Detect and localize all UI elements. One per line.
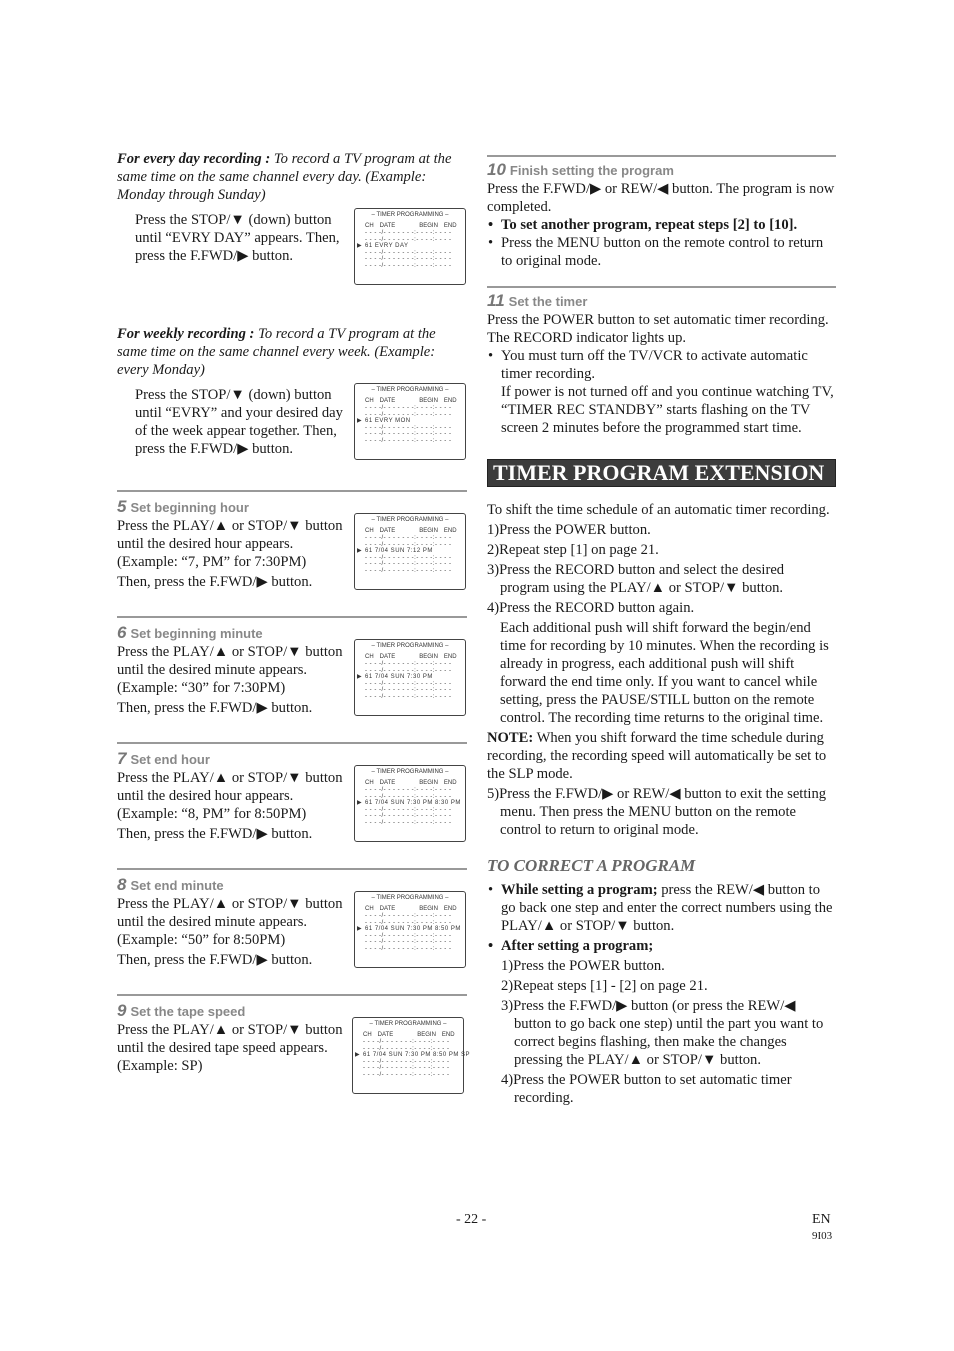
cursor-arrow-icon: ▶ [357,243,363,249]
doc-code: 9I03 [812,1230,833,1242]
note: NOTE: When you shift forward the time schedule during recording, the recording speed will automatically be set to the SLP mode. [487,730,827,782]
cursor-arrow-icon: ▶ [357,674,363,680]
step-11: 11 Set the timer Press the POWER button to set automatic timer recording. The RECORD indicator lights up. • You must turn off the TV/VCR to activate automatic timer recording. If power is not turned off and you continue watching TV, “TIMER REC STANDBY” starts flashing on the TV screen 2 minutes before the programmed start time. [487,292,836,437]
step-5: 5 Set beginning hour Press the PLAY/▲ or STOP/▼ button until the desired hour appears. (Example: “7, PM” for 7:30PM) Then, press the F.FWD/▶ button. – TIMER PROGRAMMING – CH DATE BEGIN END - - - -/- - - - - - -:- - - -:- - - - - - - -/- - - - - - -:- - - -:- - - - ▶ 61 7/04 SUN 7:12 PM - - - -/- - - - - - -:- - - -:- - - - - - - -/- - - - - - -:- - - -:- - - - - - - -/- - - - - - -:- - - -:- - - - [117,498,467,608]
cursor-arrow-icon: ▶ [357,418,363,424]
weekly-block [117,386,467,490]
screen-step-8: – TIMER PROGRAMMING – CH DATE BEGIN END - - - -/- - - - - - -:- - - -:- - - - - - - -/- - - - - - -:- - - -:- - - - ▶ 61 7/04 SUN 7:30 PM 8:50 PM - - - -/- - - - - - -:- - - -:- - - - - - - -/- - - - - - -:- - - -:- - - - - - - -/- - - - - - -:- - - -:- - - - [354,891,466,968]
screen-step-6: – TIMER PROGRAMMING – CH DATE BEGIN END - - - -/- - - - - - -:- - - -:- - - - - - - -/- - - - - - -:- - - -:- - - - ▶ 61 7/04 SUN 7:30 PM - - - -/- - - - - - -:- - - -:- - - - - - - -/- - - - - - -:- - - -:- - - - - - - -/- - - - - - -:- - - -:- - - - [354,639,466,716]
correct-program-heading: TO CORRECT A PROGRAM [487,856,696,875]
divider [487,286,836,288]
cursor-arrow-icon: ▶ [357,926,363,932]
divider [117,490,467,492]
after-setting-list: 1)Press the POWER button. 2)Repeat steps [1] - [2] on page 21. 3)Press the F.FWD/▶ button (or press the REW/◀ button to go back one step) until the part you want to correct begins flashing, then make the changes pressing the PLAY/▲ or STOP/▼ button. 4)Press the POWER button to set automatic timer recording. [501,958,824,1106]
divider [117,994,467,996]
cursor-arrow-icon: ▶ [355,1052,361,1058]
everyday-text: Press the STOP/▼ (down) button until “EVRY DAY” appears. Then, press the F.FWD/▶ button. [135,212,340,264]
cursor-arrow-icon: ▶ [357,800,363,806]
screen-step-5: – TIMER PROGRAMMING – CH DATE BEGIN END - - - -/- - - - - - -:- - - -:- - - - - - - -/- - - - - - -:- - - -:- - - - ▶ 61 7/04 SUN 7:12 PM - - - -/- - - - - - -:- - - -:- - - - - - - -/- - - - - - -:- - - -:- - - - - - - -/- - - - - - -:- - - -:- - - - [354,513,466,590]
cursor-arrow-icon: ▶ [357,548,363,554]
divider [117,616,467,618]
weekly-intro: For weekly recording : To record a TV program at the same time on the same channel every week. (Example: every Monday) [117,326,436,378]
everyday-block [117,211,467,303]
step-8: 8 Set end minute Press the PLAY/▲ or STOP/▼ button until the desired minute appears. (Example: “50” for 8:50PM) Then, press the F.FWD/▶ button. – TIMER PROGRAMMING – CH DATE BEGIN END - - - -/- - - - - - -:- - - -:- - - - - - - -/- - - - - - -:- - - -:- - - - ▶ 61 7/04 SUN 7:30 PM 8:50 PM - - - -/- - - - - - -:- - - -:- - - - - - - -/- - - - - - -:- - - -:- - - - - - - -/- - - - - - -:- - - -:- - - - [117,876,467,986]
screen-step-7: – TIMER PROGRAMMING – CH DATE BEGIN END - - - -/- - - - - - -:- - - -:- - - - - - - -/- - - - - - -:- - - -:- - - - ▶ 61 7/04 SUN 7:30 PM 8:30 PM - - - -/- - - - - - -:- - - -:- - - - - - - -/- - - - - - -:- - - -:- - - - - - - -/- - - - - - -:- - - -:- - - - [354,765,466,842]
divider [487,155,836,157]
language-label: EN [812,1212,831,1227]
screen-everyday: – TIMER PROGRAMMING – CH DATE BEGIN END - - - -/- - - - - - -:- - - -:- - - - - - - -/- - - - - - -:- - - -:- - - - ▶ 61 EVRY DAY - - - -/- - - - - - -:- - - -:- - - - - - - -/- - - - - - -:- - - -:- - - - - - - -/- - - - - - -:- - - -:- - - - [354,208,466,285]
section-banner: TIMER PROGRAM EXTENSION [487,459,836,487]
step-10: 10 Finish setting the program Press the F.FWD/▶ or REW/◀ button. The program is now completed. • To set another program, repeat steps [2] to [10]. • Press the MENU button on the remote control to return to original mode. [487,161,836,270]
everyday-intro: For every day recording : To record a TV program at the same time on the same channel every day. (Example: Monday through Sunday) [117,151,452,203]
step-6: 6 Set beginning minute Press the PLAY/▲ or STOP/▼ button until the desired minute appears. (Example: “30” for 7:30PM) Then, press the F.FWD/▶ button. – TIMER PROGRAMMING – CH DATE BEGIN END - - - -/- - - - - - -:- - - -:- - - - - - - -/- - - - - - -:- - - -:- - - - ▶ 61 7/04 SUN 7:30 PM - - - -/- - - - - - -:- - - -:- - - - - - - -/- - - - - - -:- - - -:- - - - - - - -/- - - - - - -:- - - -:- - - - [117,624,467,734]
selected-row: ▶ 61 EVRY DAY [357,243,409,249]
step-9: 9 Set the tape speed Press the PLAY/▲ or STOP/▼ button until the desired tape speed appears. (Example: SP) – TIMER PROGRAMMING – CH DATE BEGIN END - - - -/- - - - - - -:- - - -:- - - - - - - -/- - - - - - -:- - - -:- - - - ▶ 61 7/04 SUN 7:30 PM 8:50 PM SP - - - -/- - - - - - -:- - - -:- - - - - - - -/- - - - - - -:- - - -:- - - - - - - -/- - - - - - -:- - - -:- - - - [117,1002,467,1097]
screen-weekly: – TIMER PROGRAMMING – CH DATE BEGIN END - - - -/- - - - - - -:- - - -:- - - - - - - -/- - - - - - -:- - - -:- - - - ▶ 61 EVRY MON - - - -/- - - - - - -:- - - -:- - - - - - - -/- - - - - - -:- - - -:- - - - - - - -/- - - - - - -:- - - -:- - - - [354,383,466,460]
screen-step-9: – TIMER PROGRAMMING – CH DATE BEGIN END - - - -/- - - - - - -:- - - -:- - - - - - - -/- - - - - - -:- - - -:- - - - ▶ 61 7/04 SUN 7:30 PM 8:50 PM SP - - - -/- - - - - - -:- - - -:- - - - - - - -/- - - - - - -:- - - -:- - - - - - - -/- - - - - - -:- - - -:- - - - [352,1017,464,1094]
left-column [117,150,471,1097]
divider [117,742,467,744]
right-column: 10 Finish setting the program Press the F.FWD/▶ or REW/◀ button. The program is now completed. • To set another program, repeat steps [2] to [10]. • Press the MENU button on the remote control to return to original mode. 11 Set the timer Press the POWER button to set automatic timer recording. The RECORD indicator lights up. • You must turn off the TV/VCR to activate automatic timer recording. If power is not turned off and you continue watching TV, “TIMER REC STANDBY” starts flashing on the TV screen 2 minutes before the programmed start time. TIMER PROGRAM EXTENSION To shift the time schedule of an automatic timer recording. 1)Press the POWER button. 2)Repeat step [1] on page 21. 3)Press the RECORD button and select the desired program using the PLAY/▲ or STOP/▼ button. 4)Press the RECORD button again. Each additional push will shift forward the begin/end time for recording by 10 minutes. When the recording is already in progress, each additional push will shift forward the end time only. If you want to cancel while setting, press the PAUSE/STILL button on the remote control. The recording time returns to the original time. NOTE: When you shift forward the time schedule during recording, the recording speed will automatically be set to the SLP mode. 5)Press the F.FWD/▶ or REW/◀ button to exit the setting menu. Then press the MENU button on the remote control to return to original mode. TO CORRECT A PROGRAM • While setting a program; press the REW/◀ button to go back one step and enter the correct numbers using the PLAY/▲ or STOP/▼ button. • After setting a program; 1)Press the POWER button. 2)Repeat steps [1] - [2] on page 21. 3)Press the F.FWD/▶ button (or press the REW/◀ button to go back one step) until the part you want to correct begins flashing, then make the changes pressing the PLAY/▲ or STOP/▼ button. 4)Press the POWER button to set automatic timer recording. [487,155,836,1107]
weekly-text: Press the STOP/▼ (down) button until “EVRY” and your desired day of the week appear together. Then, press the F.FWD/▶ button. [135,387,343,457]
step-7: 7 Set end hour Press the PLAY/▲ or STOP/▼ button until the desired hour appears. (Example: “8, PM” for 8:50PM) Then, press the F.FWD/▶ button. – TIMER PROGRAMMING – CH DATE BEGIN END - - - -/- - - - - - -:- - - -:- - - - - - - -/- - - - - - -:- - - -:- - - - ▶ 61 7/04 SUN 7:30 PM 8:30 PM - - - -/- - - - - - -:- - - -:- - - - - - - -/- - - - - - -:- - - -:- - - - - - - -/- - - - - - -:- - - -:- - - - [117,750,467,860]
page-number: - 22 - [456,1212,487,1227]
divider [117,868,467,870]
